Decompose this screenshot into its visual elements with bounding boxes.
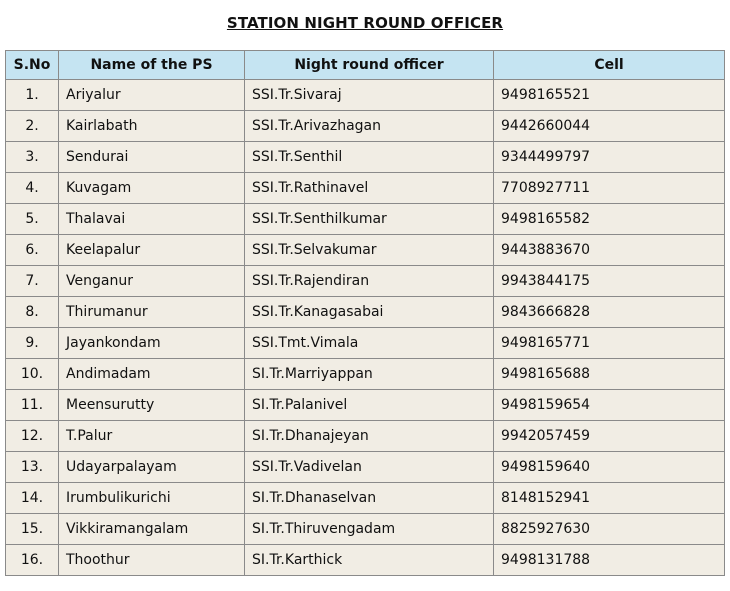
ps-name-cell: Andimadam (59, 359, 245, 390)
sno-cell: 3. (6, 142, 59, 173)
table-row (6, 452, 725, 483)
cell-number-cell: 9943844175 (494, 266, 725, 297)
ps-name-cell: Thirumanur (59, 297, 245, 328)
officer-cell: SSI.Tr.Arivazhagan (245, 111, 494, 142)
officer-cell: SI.Tr.Karthick (245, 545, 494, 576)
ps-name-cell: Sendurai (59, 142, 245, 173)
officer-cell: SSI.Tmt.Vimala (245, 328, 494, 359)
cell-number-cell: 9942057459 (494, 421, 725, 452)
cell-number-cell: 9498165771 (494, 328, 725, 359)
sno-cell: 4. (6, 173, 59, 204)
table-row (6, 545, 725, 576)
ps-name-cell: Ariyalur (59, 80, 245, 111)
ps-name-cell: Kuvagam (59, 173, 245, 204)
table-row (6, 390, 725, 421)
sno-cell: 12. (6, 421, 59, 452)
ps-name-cell: Thoothur (59, 545, 245, 576)
table-row (6, 266, 725, 297)
cell-number-cell: 9443883670 (494, 235, 725, 266)
sno-cell: 15. (6, 514, 59, 545)
table-row (6, 297, 725, 328)
column-header-ps-name: Name of the PS (59, 51, 245, 80)
ps-name-cell: Jayankondam (59, 328, 245, 359)
officer-cell: SI.Tr.Thiruvengadam (245, 514, 494, 545)
officer-cell: SI.Tr.Marriyappan (245, 359, 494, 390)
officer-cell: SSI.Tr.Vadivelan (245, 452, 494, 483)
sno-cell: 13. (6, 452, 59, 483)
sno-cell: 5. (6, 204, 59, 235)
sno-cell: 1. (6, 80, 59, 111)
cell-number-cell: 9498159654 (494, 390, 725, 421)
cell-number-cell: 8825927630 (494, 514, 725, 545)
table-row (6, 483, 725, 514)
officer-cell: SI.Tr.Palanivel (245, 390, 494, 421)
officer-cell: SSI.Tr.Selvakumar (245, 235, 494, 266)
page-title: STATION NIGHT ROUND OFFICER (226, 14, 504, 32)
ps-name-cell: Meensurutty (59, 390, 245, 421)
ps-name-cell: Venganur (59, 266, 245, 297)
cell-number-cell: 9498159640 (494, 452, 725, 483)
column-header-cell: Cell (494, 51, 725, 80)
sno-cell: 8. (6, 297, 59, 328)
table-row (6, 421, 725, 452)
cell-number-cell: 9498131788 (494, 545, 725, 576)
table-header-row (6, 51, 725, 80)
officer-cell: SSI.Tr.Senthil (245, 142, 494, 173)
table-row (6, 514, 725, 545)
table-row (6, 80, 725, 111)
column-header-sno: S.No (6, 51, 59, 80)
cell-number-cell: 9498165582 (494, 204, 725, 235)
column-header-night-round-officer: Night round officer (245, 51, 494, 80)
ps-name-cell: T.Palur (59, 421, 245, 452)
cell-number-cell: 9344499797 (494, 142, 725, 173)
sno-cell: 6. (6, 235, 59, 266)
ps-name-cell: Irumbulikurichi (59, 483, 245, 514)
ps-name-cell: Udayarpalayam (59, 452, 245, 483)
table-row (6, 111, 725, 142)
night-round-officer-table (5, 50, 725, 576)
officer-cell: SI.Tr.Dhanajeyan (245, 421, 494, 452)
table-row (6, 142, 725, 173)
officer-cell: SSI.Tr.Kanagasabai (245, 297, 494, 328)
ps-name-cell: Vikkiramangalam (59, 514, 245, 545)
ps-name-cell: Thalavai (59, 204, 245, 235)
table-row (6, 173, 725, 204)
sno-cell: 7. (6, 266, 59, 297)
cell-number-cell: 8148152941 (494, 483, 725, 514)
cell-number-cell: 9442660044 (494, 111, 725, 142)
cell-number-cell: 9498165688 (494, 359, 725, 390)
officer-cell: SSI.Tr.Senthilkumar (245, 204, 494, 235)
sno-cell: 14. (6, 483, 59, 514)
table-row (6, 235, 725, 266)
officer-cell: SSI.Tr.Rathinavel (245, 173, 494, 204)
table-row (6, 359, 725, 390)
sno-cell: 16. (6, 545, 59, 576)
ps-name-cell: Keelapalur (59, 235, 245, 266)
sno-cell: 2. (6, 111, 59, 142)
sno-cell: 10. (6, 359, 59, 390)
officer-cell: SI.Tr.Dhanaselvan (245, 483, 494, 514)
table-row (6, 328, 725, 359)
sno-cell: 9. (6, 328, 59, 359)
officer-cell: SSI.Tr.Rajendiran (245, 266, 494, 297)
table-row (6, 204, 725, 235)
cell-number-cell: 9498165521 (494, 80, 725, 111)
ps-name-cell: Kairlabath (59, 111, 245, 142)
sno-cell: 11. (6, 390, 59, 421)
officer-cell: SSI.Tr.Sivaraj (245, 80, 494, 111)
cell-number-cell: 7708927711 (494, 173, 725, 204)
cell-number-cell: 9843666828 (494, 297, 725, 328)
